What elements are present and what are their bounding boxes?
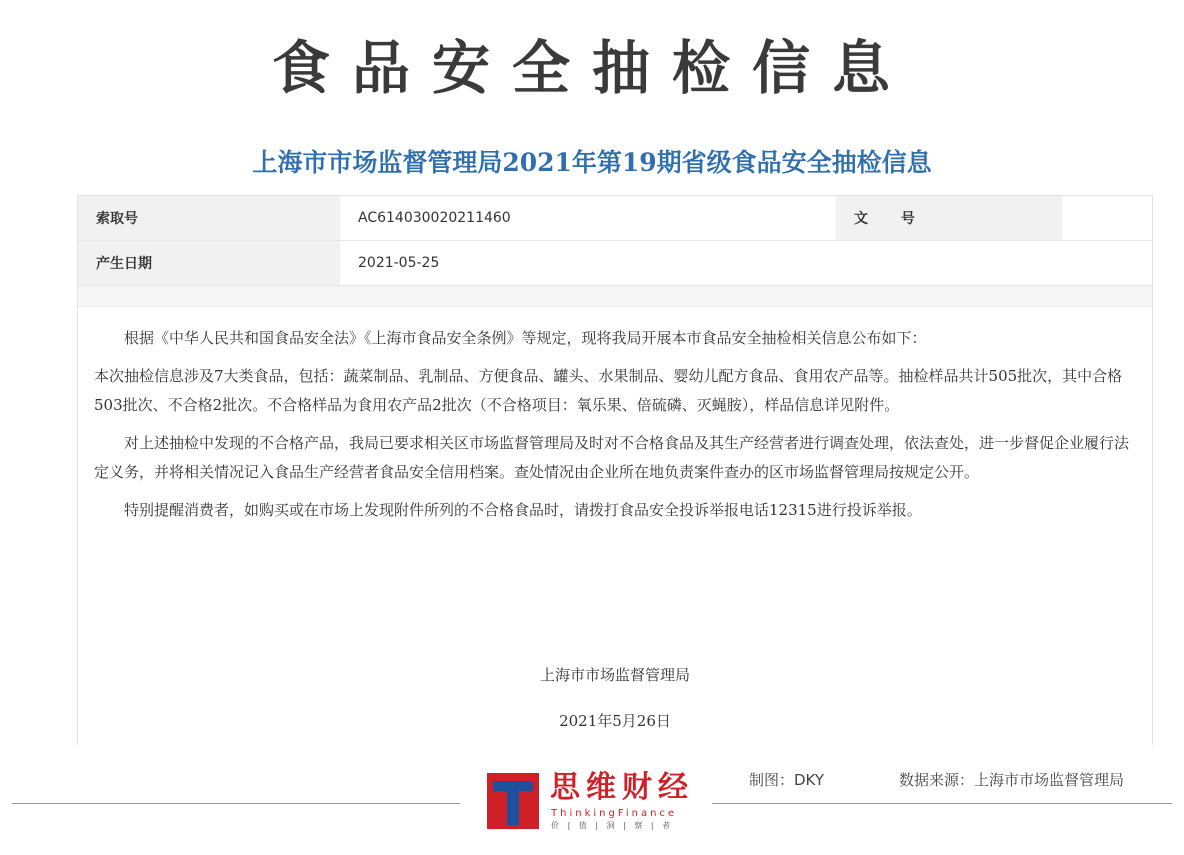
credit-maker: 制图：DKY (749, 771, 825, 789)
credit-source: 数据来源：上海市市场监督管理局 (899, 771, 1125, 789)
document-title: 上海市市场监督管理局2021年第19期省级食品安全抽检信息 (252, 148, 932, 177)
signoff-org: 上海市市场监督管理局 (539, 666, 690, 684)
paragraph-intro: 根据《中华人民共和国食品安全法》《上海市食品安全条例》等规定，现将我局开展本市食品安全抽检相关信息公布如下： (124, 329, 927, 347)
paragraph-summary: 本次抽检信息涉及7大类食品，包括：蔬菜制品、乳制品、方便食品、罐头、水果制品、婴幼儿配方食品、食用农产品等。抽检样品共计505批次，其中合格503批次、不合格2批次。不合格样品为食用农产品2批次（不合格项目：氧乐果、倍硫磷、灭蝇胺），样品信息详见附件。 (94, 367, 1123, 414)
paragraph-reminder: 特别提醒消费者，如购买或在市场上发现附件所列的不合格食品时，请拨打食品安全投诉举报电话12315进行投诉举报。 (124, 501, 922, 519)
footer-rule-left (12, 803, 460, 804)
index-value: AC614030020211460 (340, 196, 836, 240)
date-value: 2021-05-25 (340, 241, 1152, 285)
signoff-date: 2021年5月26日 (559, 712, 671, 730)
docno-value (1062, 196, 1152, 240)
docno-label: 文 号 (836, 196, 1062, 240)
brand-name: 思维财经 (550, 770, 694, 805)
document-body (94, 324, 1134, 534)
date-label: 产生日期 (78, 241, 340, 285)
metadata-table (78, 196, 1152, 286)
brand-tagline: 价 | 值 | 洞 | 察 | 者 (551, 821, 674, 830)
paragraph-action: 对上述抽检中发现的不合格产品，我局已要求相关区市场监督管理局及时对不合格食品及其生产经营者进行调查处理，依法查处，进一步督促企业履行法定义务，并将相关情况记入食品生产经营者食品安全信用档案。查处情况由企业所在地负责案件查办的区市场监督管理局按规定公开。 (94, 434, 1130, 481)
index-label: 索取号 (78, 196, 340, 240)
brand-logo-icon (487, 773, 539, 829)
footer-rule-right (712, 803, 1172, 804)
metadata-row-index (78, 196, 1152, 241)
metadata-row-date (78, 241, 1152, 286)
document-panel (77, 195, 1153, 745)
page-headline: 食品安全抽检信息 (271, 34, 912, 102)
table-divider (78, 286, 1152, 307)
brand-english: ThinkingFinance (551, 808, 678, 819)
